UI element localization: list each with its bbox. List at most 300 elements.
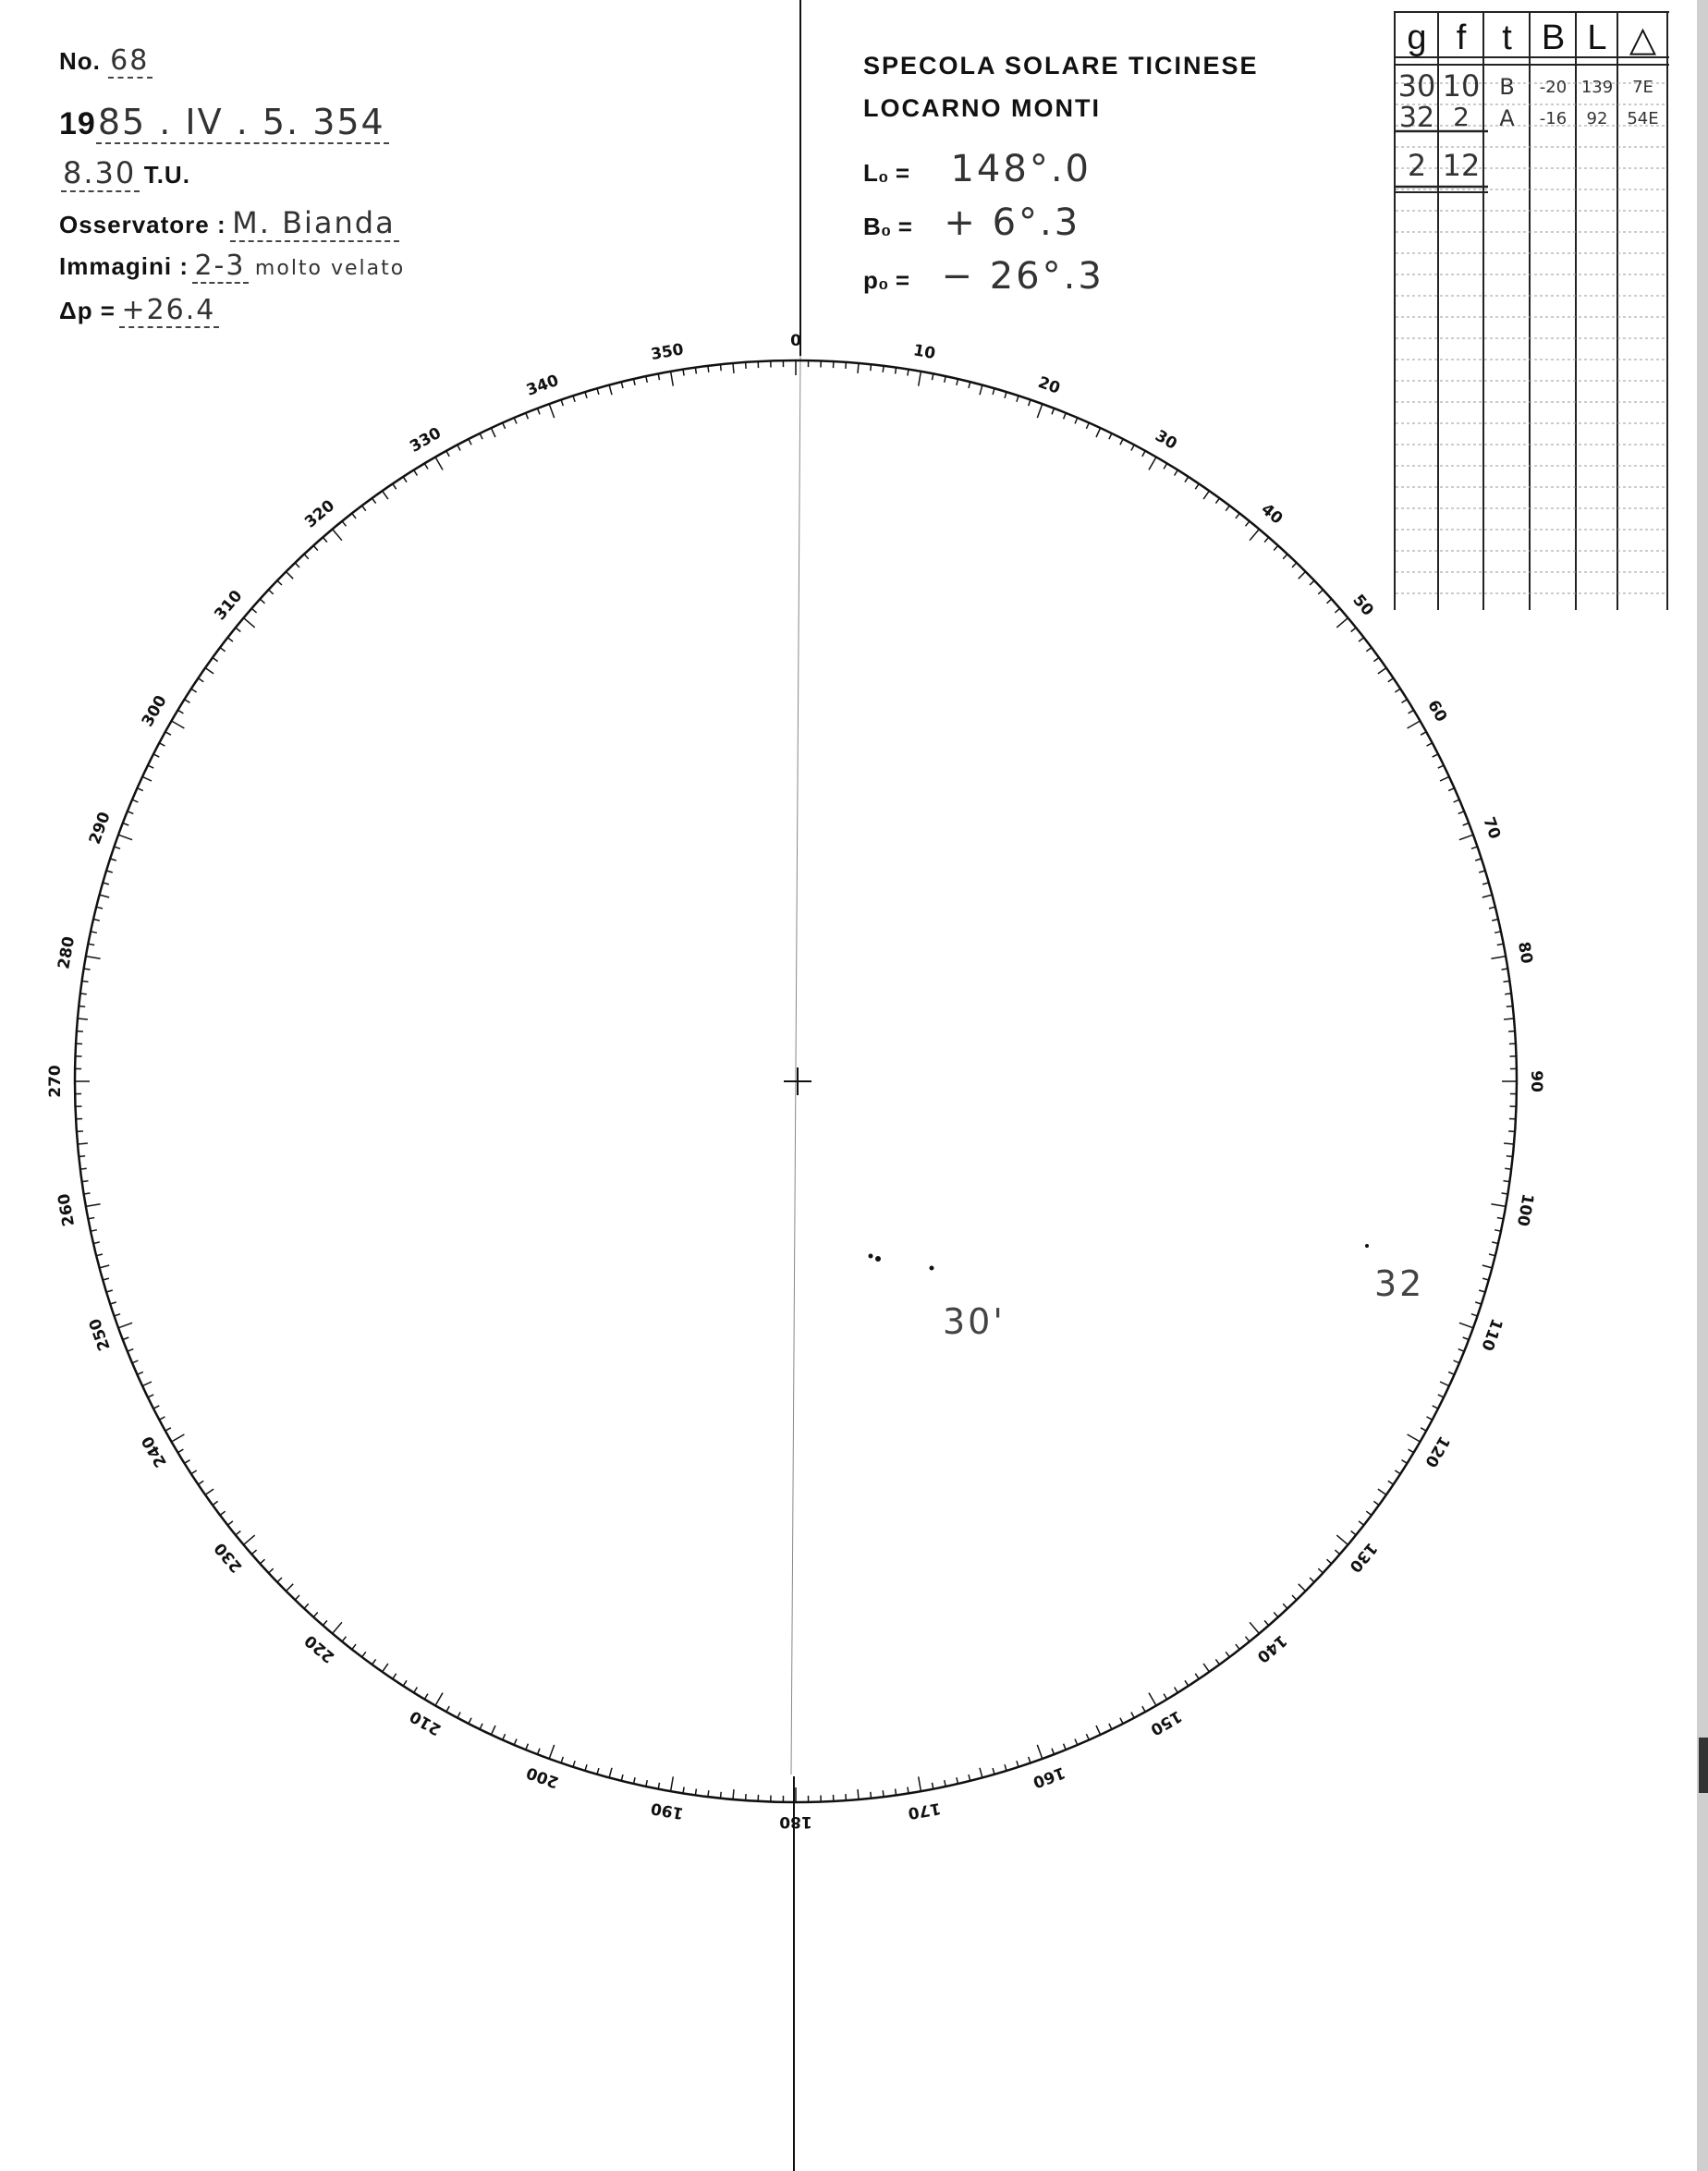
degree-tick [323, 537, 327, 542]
institution-location: LOCARNO MONTI [863, 94, 1101, 122]
row2-L: 92 [1586, 109, 1608, 128]
scale-label-30: 30 [1152, 426, 1180, 454]
degree-tick [721, 1792, 722, 1799]
degree-tick [896, 368, 897, 374]
institution-name: SPECOLA SOLARE TICINESE [863, 52, 1259, 79]
col-header-delta: △ [1629, 20, 1657, 59]
degree-tick [1131, 445, 1134, 450]
degree-tick [227, 638, 233, 641]
scale-label-180: 180 [779, 1812, 812, 1831]
degree-tick [1310, 580, 1314, 585]
degree-tick [585, 392, 587, 398]
degree-tick [82, 981, 89, 982]
degree-tick [1250, 530, 1259, 541]
date-prefix: 19 [59, 106, 96, 141]
scale-label-120: 120 [1421, 1433, 1454, 1470]
degree-tick [1336, 618, 1348, 628]
degree-tick [106, 1290, 113, 1292]
degree-tick [1433, 1406, 1438, 1409]
degree-tick [1440, 776, 1449, 781]
degree-tick [93, 1242, 100, 1244]
degree-tick [424, 1694, 428, 1700]
degree-tick [1292, 1595, 1297, 1600]
degree-tick [1504, 981, 1510, 982]
degree-tick [980, 385, 982, 396]
degree-tick [1366, 648, 1372, 652]
degree-tick [123, 823, 129, 826]
degree-tick [1236, 1644, 1239, 1650]
col-header-t: t [1502, 18, 1512, 57]
sunspot-dot [875, 1256, 881, 1262]
degree-tick [1388, 1481, 1394, 1484]
degree-tick [393, 483, 396, 489]
scale-label-70: 70 [1479, 814, 1505, 842]
degree-tick [1378, 668, 1386, 674]
degree-tick [1274, 1613, 1278, 1617]
degree-tick [1131, 1713, 1134, 1718]
degree-tick [205, 668, 214, 674]
degree-tick [1086, 1734, 1089, 1739]
group-label: 32 [1374, 1263, 1425, 1304]
degree-tick [142, 776, 152, 781]
degree-tick [514, 418, 517, 423]
param-p0-label: p₀ = [863, 266, 910, 294]
scale-label-140: 140 [1252, 1630, 1290, 1666]
degree-tick [251, 608, 256, 613]
degree-tick [304, 1604, 309, 1608]
col-header-f: f [1456, 18, 1467, 57]
param-p0-value: − 26°.3 [941, 255, 1104, 298]
degree-tick [313, 1613, 318, 1617]
degree-tick [708, 1790, 709, 1797]
degree-tick [1351, 1531, 1357, 1535]
degree-tick [634, 379, 636, 385]
degree-tick [1246, 521, 1250, 527]
scale-label-170: 170 [906, 1798, 943, 1823]
scale-label-350: 350 [649, 340, 686, 365]
degree-tick [414, 1688, 418, 1693]
degree-tick [1471, 847, 1478, 848]
degree-tick [1491, 1204, 1506, 1207]
degree-tick [1310, 1578, 1314, 1582]
degree-tick [1336, 1535, 1348, 1544]
degree-tick [1005, 1764, 1006, 1771]
degree-tick [148, 765, 153, 768]
degree-tick [957, 379, 958, 385]
scale-label-340: 340 [523, 371, 562, 400]
degree-tick [1359, 638, 1364, 641]
total-g: 2 [1407, 148, 1427, 183]
row2-f: 2 [1453, 102, 1470, 132]
scale-label-310: 310 [211, 587, 247, 625]
degree-tick [609, 1768, 612, 1778]
scale-label-320: 320 [301, 496, 339, 532]
degree-tick [236, 1531, 240, 1535]
degree-tick [1427, 743, 1433, 746]
degree-tick [1504, 1018, 1514, 1019]
delta-p-label: Δp = [59, 297, 116, 324]
degree-tick [1185, 477, 1189, 482]
degree-tick [244, 618, 255, 628]
degree-tick [333, 1622, 342, 1633]
degree-tick [1479, 1290, 1485, 1292]
degree-tick [78, 1018, 88, 1019]
degree-tick [1508, 1031, 1515, 1032]
degree-tick [846, 1794, 847, 1800]
observer-value: M. Bianda [230, 205, 399, 242]
degree-tick [1149, 1693, 1156, 1706]
degree-tick [1175, 1688, 1178, 1693]
degree-tick [277, 580, 282, 585]
row2-g: 32 [1398, 102, 1435, 134]
sunspot-dot [1365, 1244, 1369, 1248]
degree-tick [115, 1314, 121, 1316]
degree-tick [128, 811, 134, 814]
degree-tick [82, 1181, 89, 1182]
degree-tick [1149, 457, 1156, 470]
scale-label-80: 80 [1513, 940, 1536, 966]
degree-tick [695, 368, 696, 374]
degree-tick [1440, 1382, 1449, 1386]
degree-tick [96, 907, 103, 909]
degree-tick [871, 364, 872, 371]
images-label: Immagini : [59, 252, 189, 280]
degree-tick [362, 1652, 366, 1657]
degree-tick [106, 871, 113, 872]
degree-tick [1283, 555, 1287, 559]
degree-tick [1318, 1568, 1323, 1573]
degree-tick [383, 491, 388, 499]
degree-tick [1226, 506, 1229, 511]
degree-tick [1327, 1559, 1332, 1564]
degree-tick [148, 1395, 153, 1397]
degree-tick [1475, 1302, 1482, 1304]
degree-tick [480, 433, 482, 439]
degree-tick [621, 1775, 623, 1781]
delta-p-value: +26.4 [119, 294, 219, 328]
scale-label-290: 290 [85, 809, 115, 848]
degree-tick [1507, 1006, 1513, 1007]
degree-tick [372, 498, 376, 504]
sunspot-dot [930, 1266, 934, 1271]
degree-tick [1175, 470, 1178, 476]
degree-tick [1448, 1372, 1454, 1374]
param-B0-label: B₀ = [863, 213, 912, 240]
degree-tick [159, 1417, 165, 1420]
degree-tick [213, 1501, 218, 1505]
degree-tick [733, 363, 734, 373]
col-header-L: L [1587, 18, 1607, 57]
degree-tick [1433, 754, 1438, 757]
degree-tick [80, 1168, 87, 1169]
degree-tick [597, 1768, 599, 1775]
degree-tick [733, 1789, 734, 1799]
scale-label-60: 60 [1423, 697, 1451, 726]
degree-tick [1274, 545, 1278, 550]
degree-tick [621, 382, 623, 388]
scale-label-190: 190 [649, 1798, 686, 1823]
degree-tick [1064, 1744, 1067, 1750]
degree-tick [969, 1775, 970, 1781]
degree-tick [1454, 1360, 1459, 1363]
degree-tick [1388, 678, 1394, 682]
degree-tick [132, 799, 138, 802]
degree-tick [1299, 1584, 1306, 1592]
scale-label-240: 240 [138, 1433, 171, 1470]
degree-tick [1402, 700, 1408, 703]
degree-tick [1459, 1323, 1473, 1328]
degree-tick [198, 678, 203, 682]
degree-tick [1421, 1428, 1426, 1431]
degree-tick [287, 572, 294, 579]
degree-tick [609, 385, 612, 396]
degree-tick [118, 1323, 132, 1328]
degree-tick [1438, 1395, 1444, 1397]
scale-label-260: 260 [55, 1191, 79, 1228]
degree-tick [858, 363, 859, 373]
degree-tick [957, 1777, 958, 1784]
degree-tick [313, 545, 318, 550]
scale-label-300: 300 [138, 692, 171, 730]
degree-tick [1491, 957, 1506, 959]
degree-tick [118, 835, 132, 840]
col-header-g: g [1407, 18, 1427, 57]
scale-label-210: 210 [407, 1706, 445, 1739]
degree-tick [469, 1718, 471, 1724]
degree-tick [1409, 710, 1414, 714]
degree-tick [86, 1204, 101, 1207]
scale-label-0: 0 [790, 332, 801, 350]
degree-tick [403, 477, 407, 482]
degree-tick [491, 1726, 495, 1735]
degree-tick [103, 883, 109, 884]
degree-tick [1408, 721, 1421, 728]
degree-tick [514, 1739, 517, 1745]
degree-tick [1017, 1761, 1019, 1767]
degree-tick [172, 721, 185, 728]
row2-delta: 54E [1627, 109, 1659, 128]
degree-tick [1029, 1757, 1031, 1763]
degree-tick [77, 1131, 83, 1132]
degree-tick [198, 1481, 203, 1484]
degree-tick [1482, 883, 1489, 884]
degree-tick [1017, 396, 1019, 402]
degree-tick [919, 1776, 921, 1791]
degree-tick [1492, 920, 1498, 921]
degree-tick [1427, 1417, 1433, 1420]
degree-tick [1492, 1242, 1498, 1244]
degree-tick [1226, 1652, 1229, 1657]
degree-tick [1096, 1726, 1101, 1735]
number-value: 68 [108, 44, 152, 79]
scale-label-220: 220 [301, 1630, 339, 1666]
degree-tick [503, 1734, 506, 1739]
degree-tick [1283, 1604, 1287, 1608]
degree-tick [1438, 765, 1444, 768]
degree-tick [77, 1031, 83, 1032]
sunspot-dot [869, 1254, 873, 1259]
degree-tick [695, 1789, 696, 1796]
degree-tick [1471, 1314, 1478, 1316]
degree-tick [896, 1789, 897, 1796]
degree-tick [333, 530, 342, 541]
degree-tick [1292, 563, 1297, 567]
degree-tick [269, 590, 274, 594]
degree-tick [993, 388, 994, 395]
scale-label-230: 230 [211, 1538, 247, 1576]
scale-label-150: 150 [1147, 1706, 1185, 1739]
degree-tick [1142, 1706, 1145, 1712]
degree-tick [1458, 811, 1465, 814]
degree-tick [491, 428, 495, 437]
degree-tick [597, 388, 599, 395]
scale-label-200: 200 [523, 1762, 562, 1792]
degree-tick [1185, 1680, 1189, 1686]
degree-tick [115, 847, 121, 848]
degree-tick [159, 743, 165, 746]
degree-tick [671, 1776, 674, 1791]
degree-tick [883, 1790, 884, 1797]
degree-tick [1037, 1745, 1043, 1759]
degree-tick [1120, 439, 1123, 445]
degree-tick [251, 1550, 256, 1555]
degree-tick [132, 1360, 138, 1363]
degree-tick [1359, 1521, 1364, 1525]
degree-tick [435, 1693, 443, 1706]
scale-label-270: 270 [46, 1065, 65, 1098]
scale-label-280: 280 [55, 934, 79, 971]
degree-tick [142, 1382, 152, 1386]
degree-tick [137, 1372, 142, 1374]
row1-B: -20 [1539, 78, 1568, 97]
scale-label-250: 250 [85, 1315, 115, 1354]
degree-tick [883, 366, 884, 372]
scan-edge [1697, 0, 1708, 2171]
degree-tick [128, 1349, 134, 1352]
degree-tick [100, 895, 110, 897]
degree-tick [342, 1637, 346, 1642]
degree-tick [110, 859, 116, 860]
degree-tick [1409, 1449, 1414, 1453]
degree-tick [165, 732, 171, 735]
row2-B: -16 [1539, 109, 1568, 128]
scale-label-160: 160 [1030, 1762, 1068, 1792]
degree-tick [362, 506, 366, 511]
degree-tick [858, 1789, 859, 1799]
degree-tick [746, 1794, 747, 1800]
degree-tick [269, 1568, 274, 1573]
degree-tick [260, 1559, 264, 1564]
degree-tick [177, 1449, 183, 1453]
degree-tick [1408, 1434, 1421, 1442]
degree-tick [295, 563, 299, 567]
degree-tick [172, 1434, 185, 1442]
degree-tick [538, 1749, 541, 1755]
scale-label-100: 100 [1512, 1191, 1537, 1228]
degree-tick [1236, 513, 1239, 518]
degree-tick [244, 1535, 255, 1544]
row1-L: 139 [1580, 78, 1614, 97]
group-label: 30' [943, 1301, 1006, 1342]
degree-tick [1508, 1131, 1515, 1132]
degree-tick [1475, 859, 1482, 860]
degree-tick [86, 957, 101, 959]
degree-tick [352, 1644, 356, 1650]
row1-f: 10 [1442, 68, 1481, 104]
degree-tick [165, 1428, 171, 1431]
degree-tick [1395, 1470, 1400, 1474]
degree-tick [424, 463, 428, 469]
degree-tick [549, 1745, 555, 1759]
degree-tick [538, 409, 541, 415]
degree-tick [980, 1768, 982, 1778]
degree-tick [153, 754, 159, 757]
degree-tick [1373, 658, 1379, 662]
param-B0-value: + 6°.3 [944, 201, 1081, 244]
scale-label-40: 40 [1257, 500, 1287, 529]
degree-tick [458, 1713, 460, 1718]
degree-tick [96, 1254, 103, 1256]
total-f: 12 [1442, 148, 1481, 183]
degree-tick [103, 1278, 109, 1280]
row1-delta: 7E [1632, 78, 1653, 97]
degree-tick [213, 658, 218, 662]
degree-tick [1264, 537, 1269, 542]
observer-label: Osservatore : [59, 211, 226, 238]
degree-tick [1075, 418, 1078, 423]
row1-t: B [1499, 74, 1515, 100]
degree-tick [1318, 590, 1323, 594]
degree-tick [573, 396, 575, 402]
degree-tick [526, 1744, 529, 1750]
degree-tick [1250, 1622, 1259, 1633]
date-value: 85 . IV . 5. 354 [96, 102, 389, 144]
degree-tick [1351, 628, 1357, 631]
degree-tick [1096, 428, 1101, 437]
degree-tick [585, 1764, 587, 1771]
degree-tick [110, 1302, 116, 1304]
degree-tick [137, 788, 142, 791]
degree-tick [1203, 491, 1209, 499]
degree-tick [1142, 451, 1145, 457]
degree-tick [1086, 422, 1089, 428]
degree-tick [227, 1521, 233, 1525]
degree-tick [671, 372, 674, 386]
degree-tick [1335, 608, 1339, 613]
degree-tick [277, 1578, 282, 1582]
degree-tick [969, 382, 970, 388]
degree-tick [393, 1674, 396, 1679]
degree-tick [414, 470, 418, 476]
degree-tick [287, 1584, 294, 1592]
row1-g: 30 [1397, 68, 1436, 104]
degree-tick [1482, 895, 1493, 897]
degree-tick [1064, 413, 1067, 420]
degree-tick [205, 1489, 214, 1494]
degree-tick [1463, 1337, 1470, 1340]
degree-tick [1479, 871, 1485, 872]
degree-tick [1402, 1460, 1408, 1464]
degree-tick [1421, 732, 1426, 735]
degree-tick [1120, 1718, 1123, 1724]
degree-tick [1459, 835, 1473, 840]
degree-tick [323, 1620, 327, 1625]
scale-label-10: 10 [911, 341, 937, 364]
degree-tick [153, 1406, 159, 1409]
degree-tick [220, 1511, 226, 1515]
degree-tick [1299, 572, 1306, 579]
degree-tick [1164, 1694, 1167, 1700]
